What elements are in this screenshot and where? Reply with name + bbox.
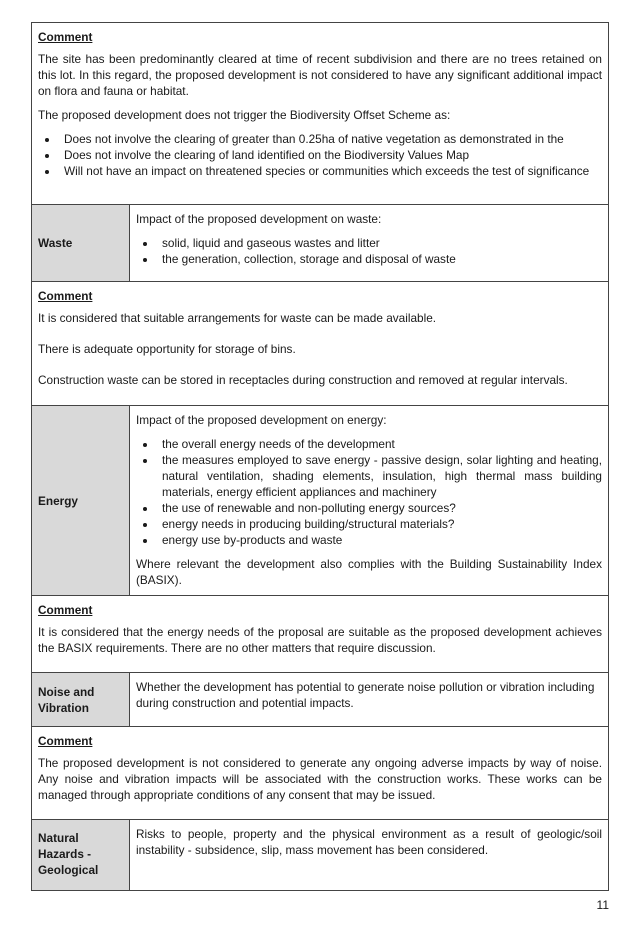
- noise-row: [32, 673, 608, 727]
- comment-label: Comment: [38, 289, 93, 303]
- list-item: • Does not involve the clearing of greater than 0.25ha of native vegetation as demonstrated in the: [59, 131, 602, 147]
- list-item: • the generation, collection, storage and disposal of waste: [157, 251, 602, 267]
- list-item: • the measures employed to save energy - passive design, solar lighting and heating, natural ventilation, shading elements, insulation, high thermal mass building materials, energy efficient appliances and machinery: [157, 452, 602, 500]
- noise-label: [32, 673, 130, 726]
- waste-comment-row: [32, 282, 608, 406]
- bullet-list: [136, 436, 602, 548]
- list-item: • Will not have an impact on threatened species or communities which exceeds the test of significance: [59, 163, 602, 179]
- biodiversity-comment-row: [32, 23, 608, 205]
- list-item: • the use of renewable and non-polluting energy sources?: [157, 500, 602, 516]
- criteria-intro: Impact of the proposed development on waste:: [136, 212, 382, 226]
- criteria-text: Whether the development has potential to generate noise pollution or vibration including during construction and potential impacts.: [136, 680, 595, 710]
- noise-label-line: Vibration: [38, 700, 89, 715]
- criteria-closing: Where relevant the development also complies with the Building Sustainability Index (BASIX).: [136, 557, 602, 587]
- bullet-list: [38, 131, 602, 179]
- list-item: • solid, liquid and gaseous wastes and litter: [157, 235, 602, 251]
- hazards-label-line: Natural: [38, 831, 79, 845]
- noise-criteria: [130, 673, 608, 726]
- hazards-label-line: Hazards -: [38, 847, 92, 861]
- noise-label-line: Noise and: [38, 684, 95, 699]
- hazards-criteria: [130, 820, 608, 890]
- comment-paragraph: There is adequate opportunity for storage of bins.: [38, 342, 296, 356]
- list-item: • Does not involve the clearing of land identified on the Biodiversity Values Map: [59, 147, 602, 163]
- comment-paragraph: It is considered that suitable arrangements for waste can be made available.: [38, 311, 437, 325]
- assessment-table: [31, 22, 609, 891]
- hazards-row: [32, 820, 608, 890]
- comment-paragraph: Construction waste can be stored in receptacles during construction and removed at regular intervals.: [38, 373, 568, 387]
- comment-label: Comment: [38, 603, 93, 617]
- waste-row: [32, 205, 608, 282]
- hazards-label-line: Geological: [38, 863, 99, 877]
- comment-paragraph: The proposed development is not considered to generate any ongoing adverse impacts by way of noise. Any noise and vibration impacts will be associated with the construction works. These works can be managed through appropriate conditions of any consent that may be issued.: [38, 756, 602, 802]
- list-item: • the overall energy needs of the development: [157, 436, 602, 452]
- comment-label: Comment: [38, 734, 93, 748]
- energy-comment-row: [32, 596, 608, 673]
- energy-criteria: [130, 406, 608, 595]
- comment-paragraph: The proposed development does not trigger the Biodiversity Offset Scheme as:: [38, 108, 451, 122]
- waste-criteria: [130, 205, 608, 281]
- comment-label: Comment: [38, 30, 93, 44]
- page-number: 11: [596, 898, 609, 912]
- hazards-label: [32, 820, 130, 890]
- noise-comment-row: [32, 727, 608, 820]
- bullet-list: [136, 235, 602, 267]
- list-item: • energy needs in producing building/structural materials?: [157, 516, 602, 532]
- energy-label: Energy: [32, 406, 130, 595]
- criteria-intro: Impact of the proposed development on energy:: [136, 413, 387, 427]
- comment-paragraph: It is considered that the energy needs of the proposal are suitable as the proposed development achieves the BASIX requirements. There are no other matters that require discussion.: [38, 625, 602, 655]
- list-item: • energy use by-products and waste: [157, 532, 602, 548]
- comment-paragraph: The site has been predominantly cleared at time of recent subdivision and there are no trees retained on this lot. In this regard, the proposed development is not considered to have any significant additional impact on flora and fauna or habitat.: [38, 52, 602, 98]
- energy-row: [32, 406, 608, 596]
- waste-label: Waste: [32, 205, 130, 281]
- criteria-text: Risks to people, property and the physical environment as a result of geologic/soil instability - subsidence, slip, mass movement has been considered.: [136, 827, 602, 857]
